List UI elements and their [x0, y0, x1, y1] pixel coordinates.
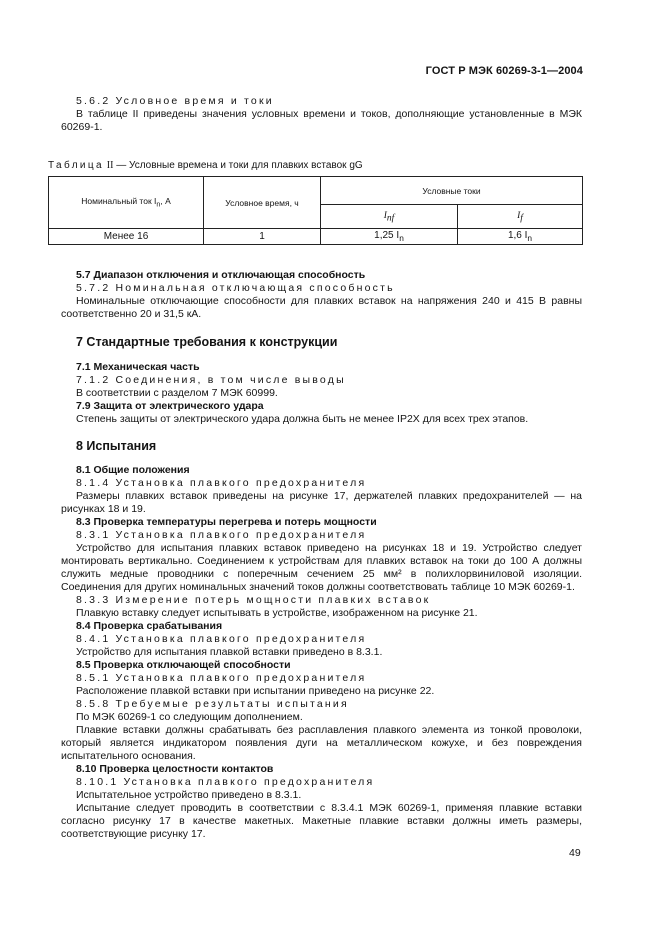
subsection-title: 8.5.1 Установка плавкого предохранителя	[76, 672, 367, 684]
section-5-6-2	[61, 95, 582, 134]
subsection-title: 8.1.4 Установка плавкого предохранителя	[76, 477, 367, 489]
paragraph: Расположение плавкой вставки при испытании приведено на рисунке 22.	[76, 685, 435, 697]
paragraph: В соответствии с разделом 7 МЭК 60999.	[76, 387, 278, 399]
cell-if: 1,6 $I_n$	[458, 229, 583, 245]
cell-inf: 1,25 $I_n$	[321, 229, 458, 245]
header-conditional-currents: Условные токи	[321, 177, 583, 205]
subsection-title: 8.1 Общие положения	[76, 464, 190, 476]
subsection-title: 8.5 Проверка отключающей способности	[76, 659, 291, 671]
subsection-title: 8.3.1 Установка плавкого предохранителя	[76, 529, 367, 541]
subsection-title: 7.9 Защита от электрического удара	[76, 400, 264, 412]
table-caption: Таблица II — Условные времена и токи для плавких вставок gG	[48, 160, 363, 171]
cell-time: 1	[204, 229, 321, 245]
section-8-body	[61, 464, 582, 841]
subsection-title: 8.4 Проверка срабатывания	[76, 620, 223, 632]
paragraph: Устройство для испытания плавких вставок приведено на рисунках 18 и 19. Устройство следует монтировать вертикально. Соединением к устройствам для плавких вставок на токи до 100 А должны служить медные проводники с поперечным сечением 25 мм² в полихлорвиниловой изоляции. Соединения для других номинальных значений токов должны соответствовать таблице 10 МЭК 60269-1.	[61, 542, 582, 593]
subsection-title: 8.5.8 Требуемые результаты испытания	[76, 698, 349, 710]
subsection-title: 8.10 Проверка целостности контактов	[76, 763, 274, 775]
page-number: 49	[569, 847, 581, 859]
subsection-title: 8.3.3 Измерение потерь мощности плавких вставок	[76, 594, 431, 606]
paragraph: Устройство для испытания плавкой вставки приведено в 8.3.1.	[76, 646, 383, 658]
header-conditional-time: Условное время, ч	[204, 177, 321, 229]
paragraph: Испытательное устройство приведено в 8.3.1.	[76, 789, 302, 801]
section-7-body	[61, 361, 582, 426]
subsection-title: 8.10.1 Установка плавкого предохранителя	[76, 776, 375, 788]
paragraph: Степень защиты от электрического удара должна быть не менее IP2X для всех трех этапов.	[76, 413, 529, 425]
header-inf: $I_{nf}$	[321, 205, 458, 229]
header-nominal-current: Номинальный ток $I_n$, А	[49, 177, 204, 229]
paragraph: Номинальные отключающие способности для плавких вставок на напряжения 240 и 415 В равны соответственно 20 и 31,5 кА.	[61, 295, 582, 320]
subsection-title: 7.1.2 Соединения, в том числе выводы	[76, 374, 346, 386]
subsection-title: 5.6.2 Условное время и токи	[76, 95, 274, 107]
paragraph: Испытание следует проводить в соответствии с 8.3.4.1 МЭК 60269-1, применяя плавкие вставки согласно рисунку 17 в качестве макетных. Макетные плавкие вставки должны иметь размеры, соответствующие рисунку 17.	[61, 802, 582, 840]
subsection-title: 7.1 Механическая часть	[76, 361, 200, 373]
paragraph: В таблице II приведены значения условных времени и токов, дополняющие установленные в МЭК 60269-1.	[61, 108, 582, 133]
paragraph: По МЭК 60269-1 со следующим дополнением.	[76, 711, 303, 723]
paragraph: Размеры плавких вставок приведены на рисунке 17, держателей плавких предохранителей — на рисунках 18 и 19.	[61, 490, 582, 515]
section-7-heading: 7 Стандартные требования к конструкции	[76, 335, 338, 349]
subsection-title: 5.7.2 Номинальная отключающая способность	[76, 282, 395, 294]
cell-current: Менее 16	[49, 229, 204, 245]
subsection-title: 5.7 Диапазон отключения и отключающая способность	[76, 269, 366, 281]
paragraph: Плавкую вставку следует испытывать в устройстве, изображенном на рисунке 21.	[76, 607, 478, 619]
section-8-heading: 8 Испытания	[76, 439, 157, 453]
subsection-title: 8.4.1 Установка плавкого предохранителя	[76, 633, 367, 645]
paragraph: Плавкие вставки должны срабатывать без расплавления плавкого элемента из тонкой проволоки, который является индикатором появления дуги на металлическом кожухе, и без повреждения испытательного основания.	[61, 724, 582, 762]
section-5-7	[61, 269, 582, 321]
conditional-currents-table	[48, 176, 583, 245]
document-header: ГОСТ Р МЭК 60269-3-1—2004	[425, 65, 583, 77]
header-if: $I_f$	[458, 205, 583, 229]
subsection-title: 8.3 Проверка температуры перегрева и потерь мощности	[76, 516, 377, 528]
